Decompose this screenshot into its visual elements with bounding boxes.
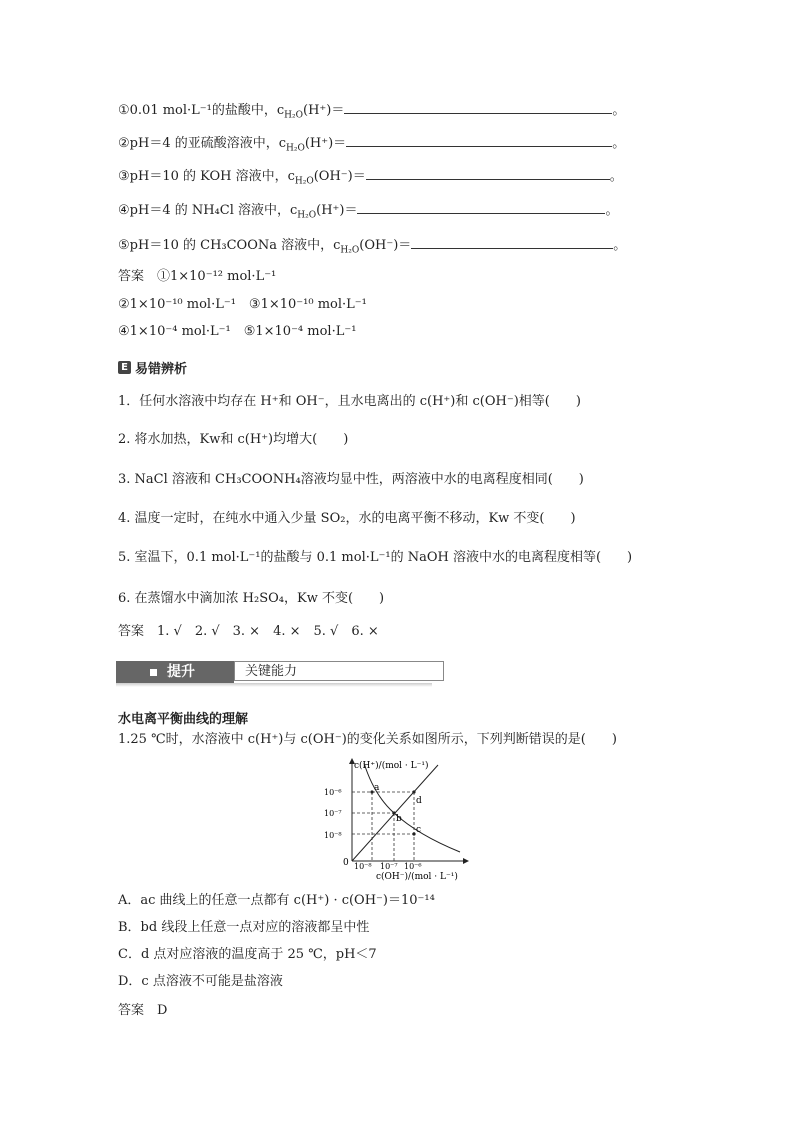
final-answer: 答案 D <box>118 1003 168 1018</box>
prefill-q4 <box>118 201 619 220</box>
topic-heading: 水电离平衡曲线的理解 <box>118 712 249 727</box>
curve-ac <box>364 763 460 852</box>
y-tick-2: 10⁻⁷ <box>324 809 342 818</box>
q1-end: 。 <box>612 103 626 118</box>
q1-blank[interactable] <box>344 101 612 114</box>
x-tick-3: 10⁻⁶ <box>404 862 422 871</box>
banner-left <box>116 661 234 683</box>
q4-prefix: ④pH＝4 的 NH₄Cl 溶液中，c <box>118 203 298 218</box>
section-title: 易错辨析 <box>135 362 188 377</box>
q5-blank[interactable] <box>411 236 613 249</box>
judge-item-2: 2. 将水加热，Kw和 c(H⁺)均增大( ) <box>118 432 349 447</box>
prefill-q1 <box>118 101 625 120</box>
q4-blank[interactable] <box>357 201 605 214</box>
q5-prefix: ⑤pH＝10 的 CH₃COONa 溶液中，c <box>118 238 341 253</box>
q3-end: 。 <box>609 169 623 184</box>
question-stem: 1.25 ℃时，水溶液中 c(H⁺)与 c(OH⁻)的变化关系如图所示，下列判断错误的是( ) <box>118 732 617 747</box>
banner-square-icon <box>150 669 157 676</box>
section-icon: E <box>118 361 131 374</box>
answer-line-3: ④1×10⁻⁴ mol·L⁻¹ ⑤1×10⁻⁴ mol·L⁻¹ <box>118 324 357 339</box>
judge-item-1: 1．任何水溶液中均存在 H⁺和 OH⁻，且水电离出的 c(H⁺)和 c(OH⁻)相等( ) <box>118 394 581 409</box>
q3-suffix: (OH⁻)＝ <box>313 169 366 184</box>
q4-sub: H₂O <box>297 210 317 221</box>
q3-prefix: ③pH＝10 的 KOH 溶液中，c <box>118 169 295 184</box>
q5-end: 。 <box>613 238 627 253</box>
q5-suffix: (OH⁻)＝ <box>359 238 412 253</box>
origin-label: 0 <box>343 858 349 868</box>
banner-left-label: 提升 <box>167 664 195 680</box>
section-heading <box>118 358 187 377</box>
option-c: C．d 点对应溶液的温度高于 25 ℃，pH＜7 <box>118 947 377 962</box>
q3-blank[interactable] <box>366 167 610 180</box>
prefill-q5 <box>118 236 626 255</box>
q2-prefix: ②pH＝4 的亚硫酸溶液中，c <box>118 136 286 151</box>
option-a: A．ac 曲线上的任意一点都有 c(H⁺) · c(OH⁻)＝10⁻¹⁴ <box>118 893 435 908</box>
banner-shadow <box>116 683 432 687</box>
label-b: b <box>396 814 402 824</box>
answer-line-1: 答案 ①1×10⁻¹² mol·L⁻¹ <box>118 269 277 284</box>
q2-end: 。 <box>612 136 626 151</box>
judge-item-6: 6. 在蒸馏水中滴加浓 H₂SO₄，Kw 不变( ) <box>118 591 385 606</box>
q4-end: 。 <box>605 203 619 218</box>
q4-suffix: (H⁺)＝ <box>316 203 358 218</box>
label-d: d <box>416 796 422 806</box>
q1-prefix: ①0.01 mol·L⁻¹的盐酸中，c <box>118 103 285 118</box>
q3-sub: H₂O <box>294 176 314 187</box>
point-d <box>412 790 415 793</box>
prefill-q2 <box>118 134 625 153</box>
q1-suffix: (H⁺)＝ <box>303 103 345 118</box>
q1-sub: H₂O <box>284 110 304 121</box>
section-banner <box>116 661 432 687</box>
q2-sub: H₂O <box>286 143 305 154</box>
y-tick-1: 10⁻⁶ <box>324 788 342 797</box>
label-c: c <box>416 825 422 835</box>
y-axis-label: c(H⁺)/(mol · L⁻¹) <box>354 761 429 771</box>
judge-answers: 答案 1. √ 2. √ 3. × 4. × 5. √ 6. × <box>118 624 379 639</box>
judge-item-4: 4. 温度一定时，在纯水中通入少量 SO₂，水的电离平衡不移动，Kw 不变( ) <box>118 511 576 526</box>
prefill-q3 <box>118 167 623 186</box>
banner-right: 关键能力 <box>234 661 444 681</box>
judge-item-5: 5. 室温下，0.1 mol·L⁻¹的盐酸与 0.1 mol·L⁻¹的 NaOH 溶液中水的电离程度相等( ) <box>118 550 633 565</box>
q2-suffix: (H⁺)＝ <box>304 136 347 151</box>
water-ionization-graph <box>318 755 488 885</box>
answer-line-2: ②1×10⁻¹⁰ mol·L⁻¹ ③1×10⁻¹⁰ mol·L⁻¹ <box>118 297 367 312</box>
option-d: D．c 点溶液不可能是盐溶液 <box>118 974 283 989</box>
x-axis-label: c(OH⁻)/(mol · L⁻¹) <box>376 872 458 882</box>
label-a: a <box>374 783 380 793</box>
x-tick-1: 10⁻⁸ <box>354 862 372 871</box>
judge-item-3: 3. NaCl 溶液和 CH₃COONH₄溶液均显中性，两溶液中水的电离程度相同( ) <box>118 472 584 487</box>
x-tick-2: 10⁻⁷ <box>380 862 398 871</box>
option-b: B．bd 线段上任意一点对应的溶液都呈中性 <box>118 920 370 935</box>
q2-blank[interactable] <box>346 134 612 147</box>
y-tick-3: 10⁻⁸ <box>324 831 342 840</box>
q5-sub: H₂O <box>340 245 360 256</box>
